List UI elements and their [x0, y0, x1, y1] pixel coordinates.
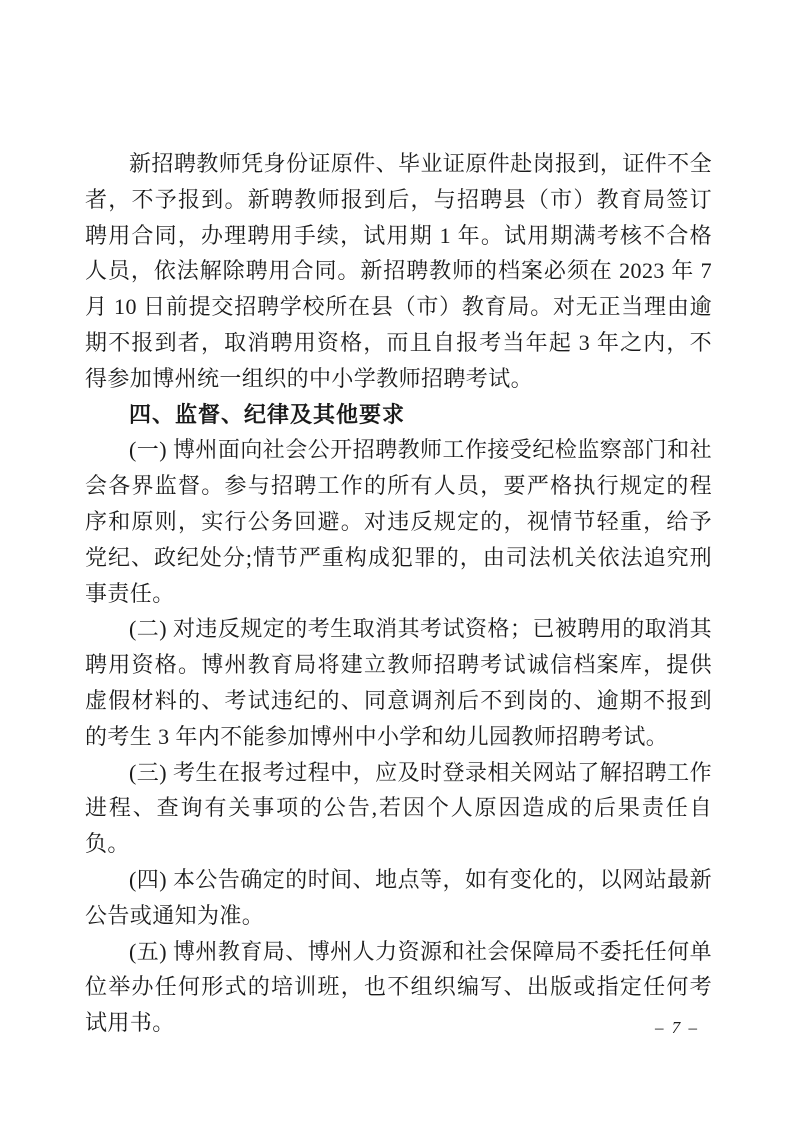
paragraph: (四) 本公告确定的时间、地点等，如有变化的，以网站最新公告或通知为准。 — [85, 866, 712, 928]
section-heading: 四、监督、纪律及其他要求 — [129, 401, 406, 427]
paragraph: 新招聘教师凭身份证原件、毕业证原件赴岗报到，证件不全者，不予报到。新聘教师报到后，与招聘县（市）教育局签订聘用合同，办理聘用手续，试用期 1 年。试用期满考核不合格人员，依法解除聘用合同。新招聘教师的档案必须在 2023 年 7 月 10 日前提交招聘学校所在县（市）教育局。对无正当理由逾期不报到者，取消聘用资格，而且自报考当年起 3 年之内，不得参加博州统一组织的中小学教师招聘考试。 — [85, 151, 712, 391]
paragraph: (一) 博州面向社会公开招聘教师工作接受纪检监察部门和社会各界监督。参与招聘工作的所有人员，要严格执行规定的程序和原则，实行公务回避。对违反规定的，视情节轻重，给予党纪、政纪处分;情节严重构成犯罪的，由司法机关依法追究刑事责任。 — [85, 437, 712, 606]
paragraph: (五) 博州教育局、博州人力资源和社会保障局不委托任何单位举办任何形式的培训班，也不组织编写、出版或指定任何考试用书。 — [85, 938, 712, 1036]
paragraph: (二) 对违反规定的考生取消其考试资格；已被聘用的取消其聘用资格。博州教育局将建立教师招聘考试诚信档案库，提供虚假材料的、考试违纪的、同意调剂后不到岗的、逾期不报到的考生 3 年内不能参加博州中小学和幼儿园教师招聘考试。 — [85, 616, 712, 749]
paragraph: (三) 考生在报考过程中，应及时登录相关网站了解招聘工作进程、查询有关事项的公告,若因个人原因造成的后果责任自负。 — [85, 759, 712, 857]
page-number: – 7 – — [655, 1018, 699, 1037]
document-body — [85, 146, 712, 1041]
